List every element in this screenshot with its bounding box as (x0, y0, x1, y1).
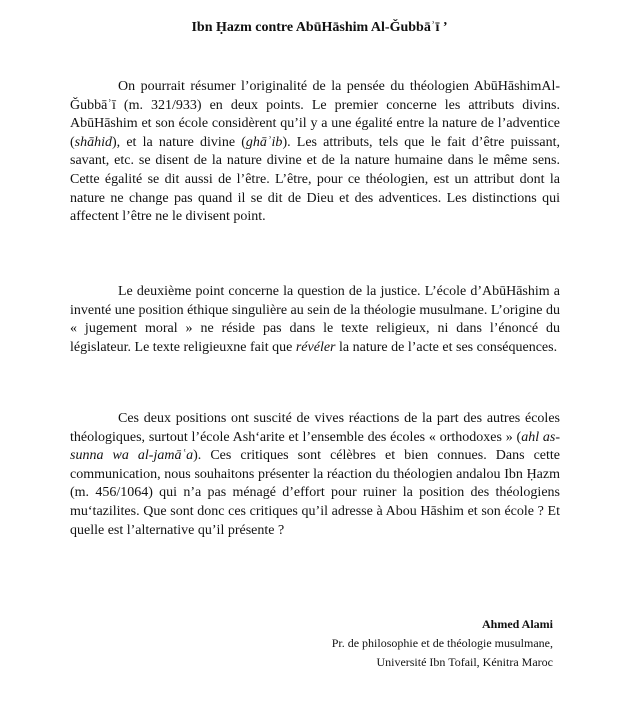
author-name: Ahmed Alami (481, 617, 553, 631)
paragraph-1-text-a: On pourrait résumer l’originalité de la pensée du théologien AbūHāshimAl-Ǧubbāʾī (m. 321/933) en deux points. Le premier concerne les attributs divins. AbūHāshim et son école considèrent qu’il y a une égalité entre la nature de l’adventice ( (70, 79, 560, 150)
paragraph-1-text-b: ), et la nature divine ( (112, 134, 246, 150)
paragraph-1-text-c: ). Les attributs, tels que le fait d’être puissant, savant, etc. se disent de la nature divine et de la nature humaine dans le même sens. Cette égalité se dit aussi de l’être. L’être, pour ce théologien, est un attribut dont la nature ne change pas quand il se dit de Dieu et des adventices. Les distinctions qui affectent l’être ne le divisent point. (70, 134, 560, 225)
paragraph-1-italic-a: shāhid (74, 134, 113, 150)
paragraph-1-italic-b: ghāʾib (245, 134, 283, 150)
document-title: Ibn Ḥazm contre AbūHāshim Al-Ǧubbāʾī ’ (191, 20, 448, 35)
paragraph-3-text-b: ). Ces critiques sont célèbres et bien connues. Dans cette communication, nous souhaitons présenter la réaction du théologien andalou Ibn Ḥazm (m. 456/1064) qui n’a pas ménagé d’effort pour ruiner la position des théologiens mu‘tazilites. Que sont donc ces critiques qu’il adresse à Abou Hāshim et son école ? Et quelle est l’alternative qu’il présente ? (70, 448, 561, 538)
author-role: Pr. de philosophie et de théologie musulmane, (331, 636, 553, 650)
paragraph-2-text-b: la nature de l’acte et ses conséquences. (335, 339, 558, 355)
paragraph-3-text-a: Ces deux positions ont suscité de vives réactions de la part des autres écoles théologiques, surtout l’école Ash‘arite et l’ensemble des écoles « orthodoxes » ( (70, 411, 560, 445)
paragraph-2-italic-a: révéler (295, 339, 336, 355)
author-institution: Université Ibn Tofail, Kénitra Maroc (376, 655, 553, 669)
paragraph-2-text-a: Le deuxième point concerne la question de la justice. L’école d’AbūHāshim a inventé une position éthique singulière au sein de la théologie musulmane. L’origine du « jugement moral » ne réside pas dans le texte religieux, ni dans l’énoncé du législateur. Le texte religieuxne fait que (70, 284, 560, 355)
paragraph-3 (70, 410, 560, 540)
paragraph-1 (70, 78, 560, 227)
paragraph-2 (70, 283, 560, 357)
paragraph-3-italic-a: ahl as-sunna wa al-jamāʿa (70, 429, 560, 464)
